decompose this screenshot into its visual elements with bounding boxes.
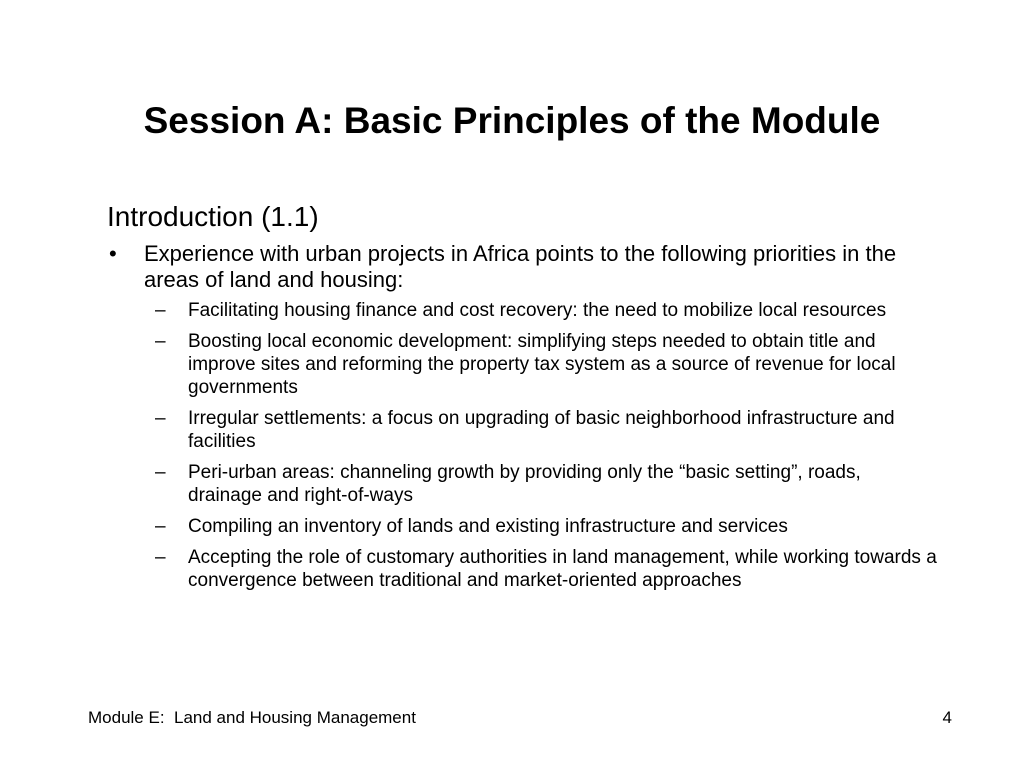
- slide-content: [107, 199, 937, 600]
- sub-bullet-item: [107, 330, 937, 399]
- sub-bullet-list: [107, 299, 937, 592]
- footer-page-number: 4: [942, 708, 952, 727]
- footer-module-label: Module E: Land and Housing Management: [88, 708, 416, 727]
- main-bullet-point: [107, 241, 937, 293]
- dash-marker: –: [155, 547, 166, 568]
- sub-bullet-item: [107, 407, 937, 453]
- slide-title: Session A: Basic Principles of the Module: [143, 100, 881, 141]
- dash-marker: –: [155, 331, 166, 352]
- sub-bullet-text: Peri-urban areas: channeling growth by providing only the “basic setting”, roads, drainage and right-of-ways: [188, 462, 861, 506]
- sub-bullet-text: Irregular settlements: a focus on upgrading of basic neighborhood infrastructure and facilities: [188, 408, 895, 452]
- sub-bullet-item: [107, 299, 937, 322]
- dash-marker: –: [155, 300, 166, 321]
- dash-marker: –: [155, 516, 166, 537]
- sub-bullet-text: Compiling an inventory of lands and existing infrastructure and services: [188, 516, 788, 537]
- sub-bullet-item: [107, 515, 937, 538]
- dash-marker: –: [155, 408, 166, 429]
- main-bullet-text: Experience with urban projects in Africa points to the following priorities in the areas of land and housing:: [144, 241, 897, 292]
- sub-bullet-item: [107, 461, 937, 507]
- sub-bullet-text: Accepting the role of customary authorities in land management, while working towards a convergence between traditional and market-oriented approaches: [188, 547, 937, 591]
- sub-bullet-item: [107, 546, 937, 592]
- dash-marker: –: [155, 462, 166, 483]
- section-heading: Introduction (1.1): [107, 201, 319, 232]
- sub-bullet-text: Facilitating housing finance and cost recovery: the need to mobilize local resources: [188, 300, 887, 321]
- bullet-marker: •: [109, 241, 117, 266]
- sub-bullet-text: Boosting local economic development: simplifying steps needed to obtain title and improve sites and reforming the property tax system as a source of revenue for local governments: [188, 331, 896, 398]
